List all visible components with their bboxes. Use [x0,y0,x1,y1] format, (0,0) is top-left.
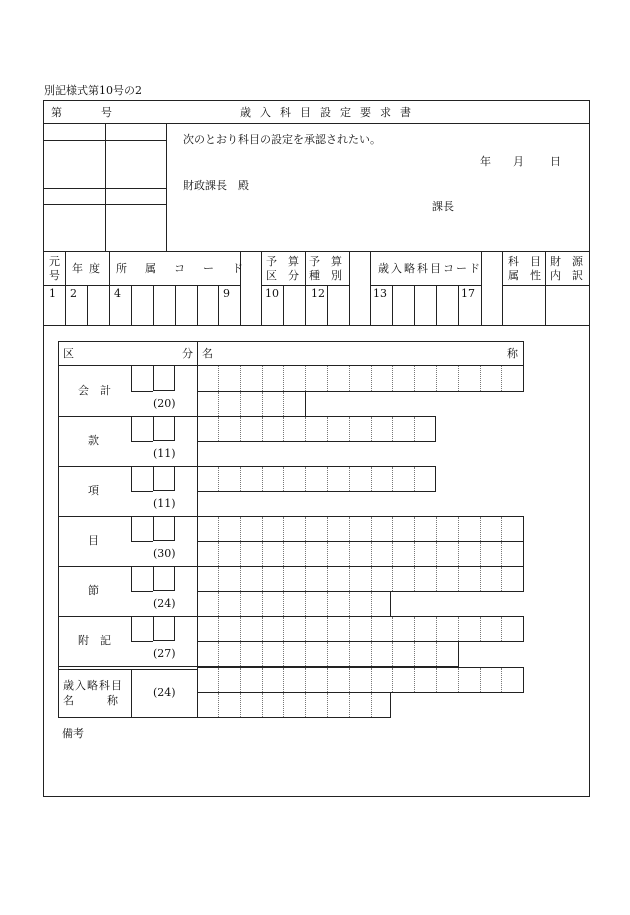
col-revenue-code: 歳入略科目コード [378,262,482,275]
grid-divider [240,617,241,641]
grid-divider [371,592,372,616]
grid-divider [371,668,372,692]
grid-divider [240,366,241,391]
grid-divider [327,517,328,541]
grid-divider [371,517,372,541]
col-subject-attr-2: 属 性 [508,269,541,282]
grid-divider [392,542,393,566]
grid-divider [436,517,437,541]
grid-divider [283,366,284,391]
grid-divider [218,366,219,391]
grid-divider [218,392,219,416]
number-label-2: 号 [101,106,112,119]
grid-divider [414,517,415,541]
row-digits-kou: (11) [153,497,176,510]
col-gen-2: 号 [49,269,60,282]
grid-divider [436,567,437,591]
grid-divider [414,567,415,591]
grid-divider [262,517,263,541]
col-fund-2: 内 訳 [550,269,583,282]
grid-divider [327,417,328,441]
pos-10: 10 [265,287,279,300]
grid-divider [218,542,219,566]
request-message: 次のとおり科目の設定を承認されたい。 [183,133,381,146]
grid-divider [240,592,241,616]
grid-divider [349,617,350,641]
grid-divider [480,668,481,692]
col-year: 年度 [72,262,106,275]
grid-divider [262,617,263,641]
grid-divider [436,617,437,641]
grid-divider [305,467,306,491]
grid-divider [218,693,219,717]
header-division-2: 分 [182,347,193,360]
grid-divider [283,517,284,541]
grid-divider [392,668,393,692]
grid-divider [305,542,306,566]
grid-divider [240,517,241,541]
grid-divider [480,567,481,591]
grid-divider [392,567,393,591]
grid-divider [501,567,502,591]
grid-divider [327,567,328,591]
pos-4: 4 [114,287,121,300]
grid-divider [262,467,263,491]
grid-divider [349,417,350,441]
grid-divider [262,392,263,416]
grid-divider [414,542,415,566]
number-label-1: 第 [51,106,62,119]
row-digits-setsu: (24) [153,597,176,610]
grid-divider [501,517,502,541]
grid-divider [371,542,372,566]
grid-divider [262,366,263,391]
row-label-kou: 項 [88,484,99,497]
grid-divider [392,517,393,541]
grid-divider [436,366,437,391]
grid-divider [262,592,263,616]
grid-divider [371,617,372,641]
grid-divider [436,668,437,692]
grid-divider [414,366,415,391]
grid-divider [327,693,328,717]
grid-divider [218,517,219,541]
row-label-kaikei: 会 計 [78,384,111,397]
grid-divider [480,366,481,391]
grid-divider [349,693,350,717]
form-id: 別記様式第10号の2 [44,84,142,97]
grid-divider [240,642,241,666]
grid-divider [283,467,284,491]
grid-divider [305,693,306,717]
grid-divider [392,642,393,666]
grid-divider [240,567,241,591]
pos-1: 1 [49,287,56,300]
grid-divider [305,642,306,666]
grid-divider [305,617,306,641]
grid-divider [371,467,372,491]
grid-divider [349,467,350,491]
row-label-abbr-2: 名 称 [63,694,118,707]
col-gen-1: 元 [49,255,60,268]
grid-divider [414,417,415,441]
addressee: 財政課長 殿 [183,179,249,192]
grid-divider [240,467,241,491]
grid-divider [327,642,328,666]
sender: 課長 [432,200,454,213]
pos-2: 2 [70,287,77,300]
date-month: 月 [513,155,524,168]
grid-divider [458,617,459,641]
grid-divider [283,668,284,692]
grid-divider [283,417,284,441]
header-division: 区 [63,347,74,360]
grid-divider [349,567,350,591]
pos-13: 13 [373,287,387,300]
grid-divider [349,592,350,616]
col-subject-attr-1: 科 目 [508,255,541,268]
grid-divider [327,366,328,391]
grid-divider [327,592,328,616]
grid-divider [349,642,350,666]
grid-divider [283,567,284,591]
grid-divider [305,592,306,616]
pos-12: 12 [311,287,325,300]
grid-divider [327,617,328,641]
grid-divider [458,542,459,566]
col-fund-1: 財 源 [550,255,583,268]
grid-divider [392,366,393,391]
grid-divider [327,542,328,566]
col-budget-type-1: 予 算 [309,255,342,268]
grid-divider [218,417,219,441]
grid-divider [305,567,306,591]
grid-divider [371,366,372,391]
form-title: 歳入科目設定要求書 [240,106,420,119]
grid-divider [349,668,350,692]
col-budget-type-2: 種 別 [309,269,342,282]
grid-divider [262,417,263,441]
grid-divider [240,668,241,692]
grid-divider [371,693,372,717]
grid-divider [414,642,415,666]
grid-divider [218,567,219,591]
grid-divider [218,617,219,641]
grid-divider [262,542,263,566]
grid-divider [480,542,481,566]
grid-divider [262,693,263,717]
grid-divider [436,542,437,566]
grid-divider [262,668,263,692]
grid-divider [305,417,306,441]
grid-divider [392,617,393,641]
remarks-label: 備考 [62,727,84,740]
grid-divider [283,642,284,666]
grid-divider [218,642,219,666]
pos-9: 9 [223,287,230,300]
grid-divider [480,517,481,541]
col-dept: 所属コード [116,262,261,275]
grid-divider [283,617,284,641]
grid-divider [283,542,284,566]
grid-divider [458,567,459,591]
grid-divider [436,642,437,666]
row-digits-fuki: (27) [153,647,176,660]
grid-divider [480,617,481,641]
grid-divider [283,392,284,416]
col-budget-div-1: 予 算 [266,255,299,268]
grid-divider [327,668,328,692]
grid-divider [305,517,306,541]
grid-divider [501,617,502,641]
row-label-fuki: 附 記 [78,634,111,647]
grid-divider [262,567,263,591]
grid-divider [240,542,241,566]
grid-divider [414,467,415,491]
row-digits-abbr: (24) [153,686,176,699]
grid-divider [414,617,415,641]
grid-divider [501,542,502,566]
grid-divider [240,693,241,717]
grid-divider [501,668,502,692]
grid-divider [458,668,459,692]
row-label-setsu: 節 [88,584,99,597]
grid-divider [392,417,393,441]
header-name-2: 称 [507,347,518,360]
grid-divider [349,517,350,541]
row-label-moku: 目 [88,534,99,547]
grid-divider [218,592,219,616]
grid-divider [371,417,372,441]
grid-divider [283,592,284,616]
row-label-abbr: 歳入略科目 [63,679,123,692]
grid-divider [240,417,241,441]
grid-divider [240,392,241,416]
header-name: 名 [202,347,213,360]
grid-divider [305,366,306,391]
grid-divider [392,467,393,491]
col-budget-div-2: 区 分 [266,269,299,282]
pos-17: 17 [461,287,475,300]
grid-divider [218,467,219,491]
grid-divider [458,517,459,541]
grid-divider [305,668,306,692]
grid-divider [327,467,328,491]
date-day: 日 [550,155,561,168]
grid-divider [283,693,284,717]
grid-divider [371,642,372,666]
date-year: 年 [480,155,491,168]
grid-divider [458,366,459,391]
grid-divider [371,567,372,591]
grid-divider [262,642,263,666]
grid-divider [349,366,350,391]
grid-divider [501,366,502,391]
row-label-kan: 款 [88,434,99,447]
grid-divider [349,542,350,566]
grid-divider [218,668,219,692]
row-digits-moku: (30) [153,547,176,560]
row-digits-kan: (11) [153,447,176,460]
row-digits-kaikei: (20) [153,397,176,410]
grid-divider [414,668,415,692]
